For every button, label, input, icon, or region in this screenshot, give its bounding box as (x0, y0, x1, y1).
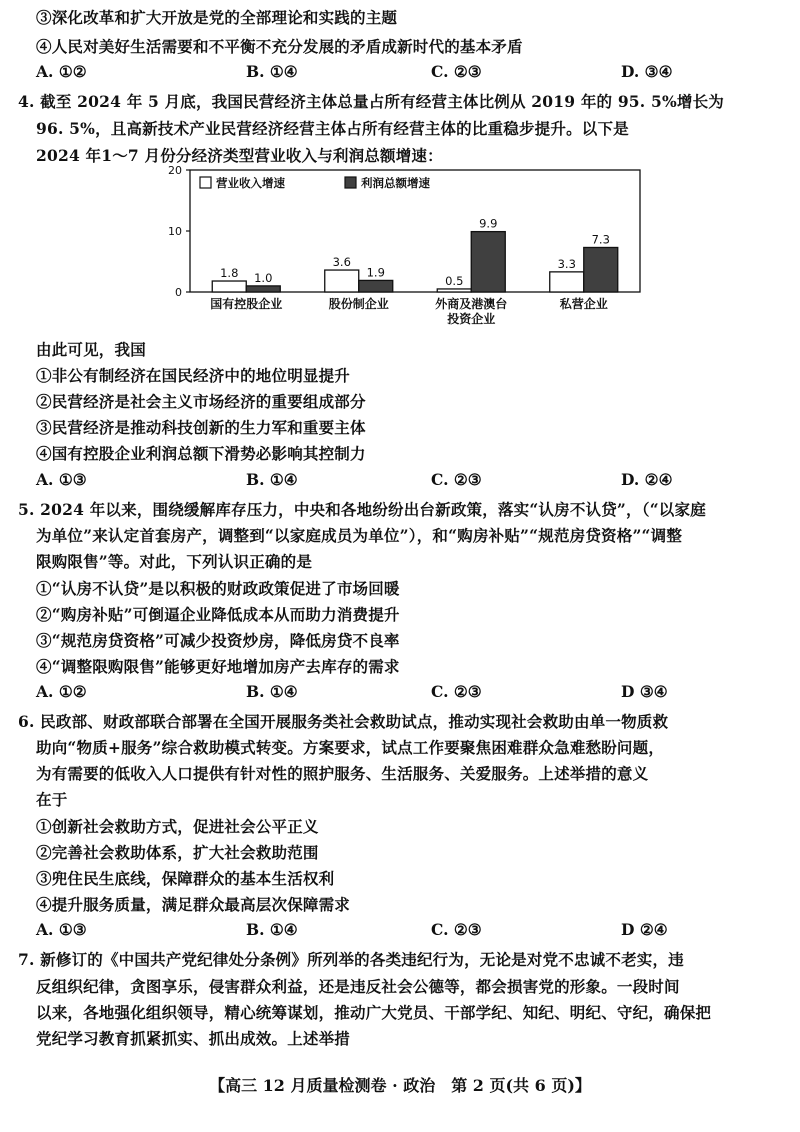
bar-revenue (550, 272, 584, 292)
q6-stem-line-3: 为有需要的低收入人口提供有针对性的照护服务、生活服务、关爱服务。上述举措的意义 (36, 764, 649, 783)
y-tick-label: 0 (175, 286, 182, 299)
category-label: 国有控股企业 (210, 297, 283, 311)
q5-stem-line-2: 为单位”来认定首套房产，调整到“以家庭成员为单位”），和“购房补贴”“规范房贷资格”“调整 (36, 526, 683, 545)
q3-statement-4: ④人民对美好生活需要和不平衡不充分发展的矛盾成新时代的基本矛盾 (36, 37, 523, 56)
q5-statement-2: ②“购房补贴”可倒逼企业降低成本从而助力消费提升 (36, 605, 400, 624)
q7-stem-line-4: 党纪学习教育抓紧抓实、抓出成效。上述举措 (36, 1029, 351, 1048)
q6-option-d[interactable]: D ②④ (621, 920, 668, 939)
q5-option-b[interactable]: B. ①④ (246, 682, 298, 701)
q3-option-a[interactable]: A. ①② (36, 62, 87, 81)
bar-revenue (212, 281, 246, 292)
data-label: 1.9 (366, 265, 385, 280)
q5-option-d[interactable]: D ③④ (621, 682, 668, 701)
q6-statement-2: ②完善社会救助体系，扩大社会救助范围 (36, 843, 319, 862)
q4-stem-line-1: 4. 截至 2024 年 5 月底，我国民营经济主体总量占所有经营主体比例从 2019 年的 95. 5%增长为 (18, 92, 724, 111)
bar-revenue (325, 270, 359, 292)
q5-option-c[interactable]: C. ②③ (431, 682, 482, 701)
q4-statement-3: ③民营经济是推动科技创新的生力军和重要主体 (36, 418, 366, 437)
q3-statement-3: ③深化改革和扩大开放是党的全部理论和实践的主题 (36, 8, 398, 27)
q7-stem-line-2: 反组织纪律，贪图享乐，侵害群众利益，还是违反社会公德等，都会损害党的形象。一段时间 (36, 977, 680, 996)
q5-statement-1: ①“认房不认贷”是以积极的财政政策促进了市场回暖 (36, 579, 400, 598)
bar-profit (246, 286, 280, 292)
legend-label-revenue: 营业收入增速 (216, 176, 285, 190)
q4-option-b[interactable]: B. ①④ (246, 470, 298, 489)
bar-chart (160, 162, 650, 332)
q4-lead: 由此可见，我国 (36, 340, 146, 359)
q5-statement-4: ④“调整限购限售”能够更好地增加房产去库存的需求 (36, 657, 400, 676)
legend-swatch-revenue (200, 177, 211, 188)
data-label: 1.0 (254, 270, 273, 285)
q6-stem-line-2: 助向“物质+服务”综合救助模式转变。方案要求，试点工作要聚焦困难群众急难愁盼问题， (36, 738, 665, 757)
q3-option-b[interactable]: B. ①④ (246, 62, 298, 81)
q7-stem-line-1: 7. 新修订的《中国共产党纪律处分条例》所列举的各类违纪行为，无论是对党不忠诚不老实，违 (18, 950, 684, 969)
data-label: 3.6 (332, 255, 351, 270)
legend-swatch-profit (345, 177, 356, 188)
q6-stem-line-4: 在于 (36, 790, 68, 809)
y-tick-label: 20 (168, 164, 182, 177)
page-footer: 【高三 12 月质量检测卷 · 政治 第 2 页(共 6 页)】 (209, 1076, 591, 1095)
q3-option-c[interactable]: C. ②③ (431, 62, 482, 81)
category-label: 外商及港澳台 (435, 297, 508, 311)
q5-stem-line-1: 5. 2024 年以来，围绕缓解库存压力，中央和各地纷纷出台新政策，落实“认房不认贷”，（“以家庭 (18, 500, 706, 519)
q4-statement-4: ④国有控股企业利润总额下滑势必影响其控制力 (36, 444, 366, 463)
q4-option-d[interactable]: D. ②④ (621, 470, 673, 489)
q6-option-b[interactable]: B. ①④ (246, 920, 298, 939)
q4-option-c[interactable]: C. ②③ (431, 470, 482, 489)
category-label: 私营企业 (559, 297, 608, 311)
bar-profit (471, 232, 505, 292)
q6-statement-1: ①创新社会救助方式，促进社会公平正义 (36, 817, 319, 836)
bar-revenue (437, 289, 471, 292)
y-tick-label: 10 (168, 225, 182, 238)
bar-profit (359, 280, 393, 292)
q4-statement-1: ①非公有制经济在国民经济中的地位明显提升 (36, 366, 351, 385)
category-label: 股份制企业 (328, 297, 389, 311)
q4-stem-line-2: 96. 5%，且高新技术产业民营经济经营主体占所有经营主体的比重稳步提升。以下是 (36, 119, 629, 138)
q6-statement-3: ③兜住民生底线，保障群众的基本生活权利 (36, 869, 335, 888)
q5-option-a[interactable]: A. ①② (36, 682, 87, 701)
q6-statement-4: ④提升服务质量，满足群众最高层次保障需求 (36, 895, 351, 914)
category-label: 投资企业 (447, 312, 496, 326)
data-label: 3.3 (557, 256, 576, 271)
data-label: 0.5 (445, 273, 464, 288)
q7-stem-line-3: 以来，各地强化组织领导，精心统筹谋划，推动广大党员、干部学纪、知纪、明纪、守纪，确保把 (36, 1003, 712, 1022)
data-label: 1.8 (220, 266, 239, 281)
q4-option-a[interactable]: A. ①③ (36, 470, 87, 489)
q5-stem-line-3: 限购限售”等。对此，下列认识正确的是 (36, 552, 313, 571)
q6-option-a[interactable]: A. ①③ (36, 920, 87, 939)
data-label: 9.9 (479, 216, 498, 231)
q6-stem-line-1: 6. 民政部、财政部联合部署在全国开展服务类社会救助试点，推动实现社会救助由单一物质救 (18, 712, 669, 731)
q5-statement-3: ③“规范房贷资格”可减少投资炒房，降低房贷不良率 (36, 631, 400, 650)
bar-profit (584, 247, 618, 292)
q3-option-d[interactable]: D. ③④ (621, 62, 673, 81)
q6-option-c[interactable]: C. ②③ (431, 920, 482, 939)
legend-label-profit: 利润总额增速 (361, 176, 430, 190)
q4-statement-2: ②民营经济是社会主义市场经济的重要组成部分 (36, 392, 366, 411)
data-label: 7.3 (591, 232, 610, 247)
q4-stem-line-3: 2024 年1～7 月份分经济类型营业收入与利润总额增速： (36, 146, 443, 165)
